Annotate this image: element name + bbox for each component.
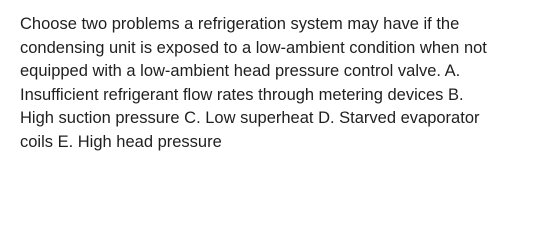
question-line-2: condensing unit is exposed to a low-ambient condition when not — [20, 38, 487, 57]
question-text — [20, 13, 545, 154]
question-line-5: High suction pressure C. Low superheat D. Starved evaporator — [20, 109, 480, 127]
question-line-1: Choose two problems a refrigeration system may have if the — [20, 15, 460, 33]
question-line-6: coils E. High head pressure — [20, 132, 222, 151]
question-line-4: Insufficient refrigerant flow rates through metering devices B. — [20, 85, 464, 104]
question-line-3: equipped with a low-ambient head pressure control valve. A. — [20, 62, 461, 80]
